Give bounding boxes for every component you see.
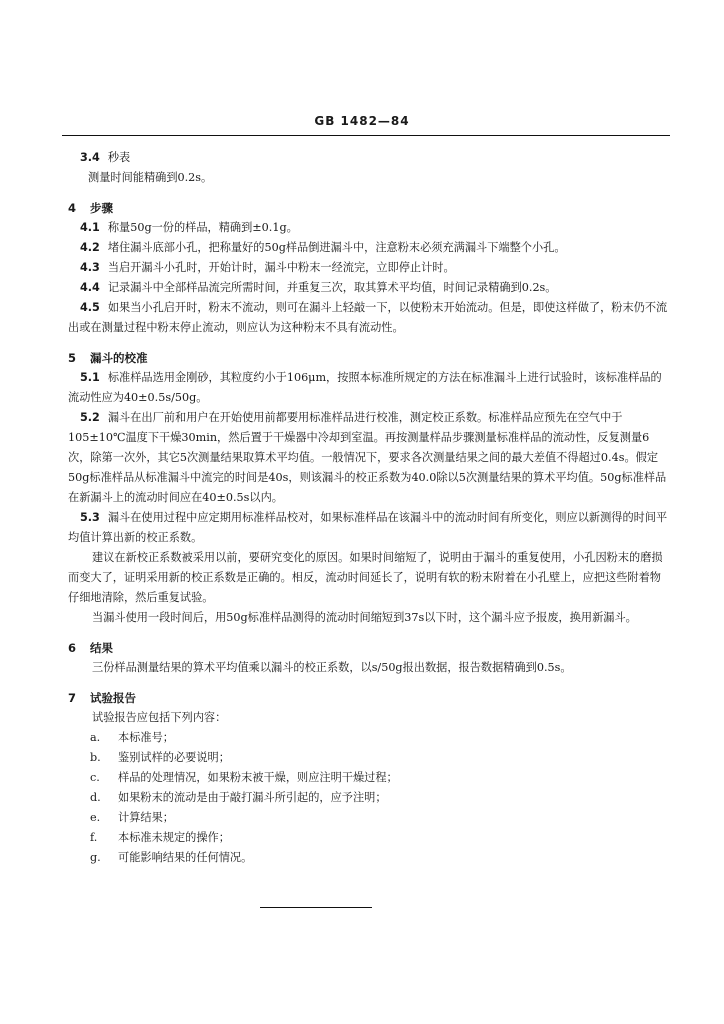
item-text: 可能影响结果的任何情况。 <box>118 851 253 864</box>
item-label: f. <box>90 831 98 844</box>
result-paragraph: 三份样品测量结果的算术平均值乘以漏斗的校正系数，以s/50g报出数据，报告数据精确到0.5s。 <box>92 661 572 674</box>
report-item-f <box>68 828 668 848</box>
item-text: 计算结果； <box>118 811 174 824</box>
section-title: 秒表 <box>107 151 131 164</box>
clause-5-1 <box>68 368 668 408</box>
clause-text: 漏斗在使用过程中应定期用标准样品校对，如果标准样品在该漏斗中的流动时间有所变化，则应以新测得的时间平均值计算出新的校正系数。 <box>68 511 668 544</box>
item-text: 本标准号； <box>118 731 174 744</box>
report-item-d <box>68 788 668 808</box>
report-intro: 试验报告应包括下列内容： <box>92 711 227 724</box>
section-4-heading <box>68 198 668 218</box>
section-3-4 <box>68 148 668 168</box>
item-text: 样品的处理情况，如果粉末被干燥，则应注明干燥过程； <box>118 771 398 784</box>
item-label: b. <box>90 751 101 764</box>
section-title: 漏斗的校准 <box>90 351 148 365</box>
clause-number: 5.2 <box>80 411 100 424</box>
page-header: GB 1482—84 <box>314 114 410 128</box>
end-rule <box>260 907 372 908</box>
section-title: 试验报告 <box>90 691 136 705</box>
clause-number: 4.5 <box>80 301 100 314</box>
step-4-3 <box>68 258 668 278</box>
report-item-b <box>68 748 668 768</box>
step-4-4 <box>68 278 668 298</box>
clause-5-2 <box>68 408 668 508</box>
clause-5-3 <box>68 508 668 548</box>
item-label: a. <box>90 731 101 744</box>
item-label: d. <box>90 791 101 804</box>
clause-text: 称量50g一份的样品，精确到±0.1g。 <box>107 221 298 234</box>
section-5-heading <box>68 348 668 368</box>
report-item-a <box>68 728 668 748</box>
item-label: e. <box>90 811 101 824</box>
clause-text: 堵住漏斗底部小孔，把称量好的50g样品倒进漏斗中，注意粉末必须充满漏斗下端整个小孔。 <box>107 241 566 254</box>
step-4-2 <box>68 238 668 258</box>
section-6-heading <box>68 638 668 658</box>
clause-number: 4.2 <box>80 241 100 254</box>
paragraph-scrap-rule: 当漏斗使用一段时间后，用50g标准样品测得的流动时间缩短到37s以下时，这个漏斗应予报废，换用新漏斗。 <box>92 611 637 624</box>
clause-text: 当启开漏斗小孔时，开始计时，漏斗中粉末一经流完，立即停止计时。 <box>107 261 455 274</box>
section-number: 3.4 <box>80 151 100 164</box>
report-item-c <box>68 768 668 788</box>
clause-number: 4.1 <box>80 221 100 234</box>
paragraph-recommendation: 建议在新校正系数被采用以前，要研究变化的原因。如果时间缩短了，说明由于漏斗的重复使用，小孔因粉末的磨损而变大了，证明采用新的校正系数是正确的。相反，流动时间延长了，说明有软的粉末附着在小孔壁上，应把这些附着物仔细地清除，然后重复试验。 <box>68 551 663 604</box>
section-number: 4 <box>68 201 77 215</box>
section-3-4-text: 测量时间能精确到0.2s。 <box>88 171 213 184</box>
clause-number: 4.4 <box>80 281 100 294</box>
clause-text: 如果当小孔启开时，粉末不流动，则可在漏斗上轻敲一下，以使粉末开始流动。但是，即使这样做了，粉末仍不流出或在测量过程中粉末停止流动，则应认为这种粉末不具有流动性。 <box>68 301 668 334</box>
step-4-5 <box>68 298 668 338</box>
clause-number: 5.1 <box>80 371 100 384</box>
report-item-e <box>68 808 668 828</box>
section-7-heading <box>68 688 668 708</box>
header-rule <box>62 135 670 136</box>
clause-number: 4.3 <box>80 261 100 274</box>
clause-text: 标准样品选用金刚砂，其粒度约小于106μm，按照本标准所规定的方法在标准漏斗上进行试验时，该标准样品的流动性应为40±0.5s/50g。 <box>68 371 662 404</box>
report-item-g <box>68 848 668 868</box>
step-4-1 <box>68 218 668 238</box>
item-text: 鉴别试样的必要说明； <box>118 751 230 764</box>
item-text: 如果粉末的流动是由于敲打漏斗所引起的，应予注明； <box>118 791 387 804</box>
document-body <box>68 148 668 868</box>
section-title: 结果 <box>90 641 113 655</box>
item-label: g. <box>90 851 101 864</box>
clause-number: 5.3 <box>80 511 100 524</box>
item-text: 本标准未规定的操作； <box>118 831 230 844</box>
section-number: 6 <box>68 641 77 655</box>
section-number: 7 <box>68 691 77 705</box>
item-label: c. <box>90 771 100 784</box>
section-number: 5 <box>68 351 77 365</box>
clause-text: 漏斗在出厂前和用户在开始使用前都要用标准样品进行校准，测定校正系数。标准样品应预先在空气中于105±10℃温度下干燥30min，然后置于干燥器中冷却到室温。再按测量样品步骤测量标准样品的流动性，反复测量6次，除第一次外，其它5次测量结果取算术平均值。一般情况下，要求各次测量结果之间的最大差值不得超过0.4s。假定50g标准样品从标准漏斗中流完的时间是40s，则该漏斗的校正系数为40.0除以5次测量结果的算术平均值。50g标准样品在新漏斗上的流动时间应在40±0.5s以内。 <box>68 411 667 504</box>
section-title: 步骤 <box>90 201 113 215</box>
clause-text: 记录漏斗中全部样品流完所需时间，并重复三次，取其算术平均值，时间记录精确到0.2s。 <box>107 281 557 294</box>
